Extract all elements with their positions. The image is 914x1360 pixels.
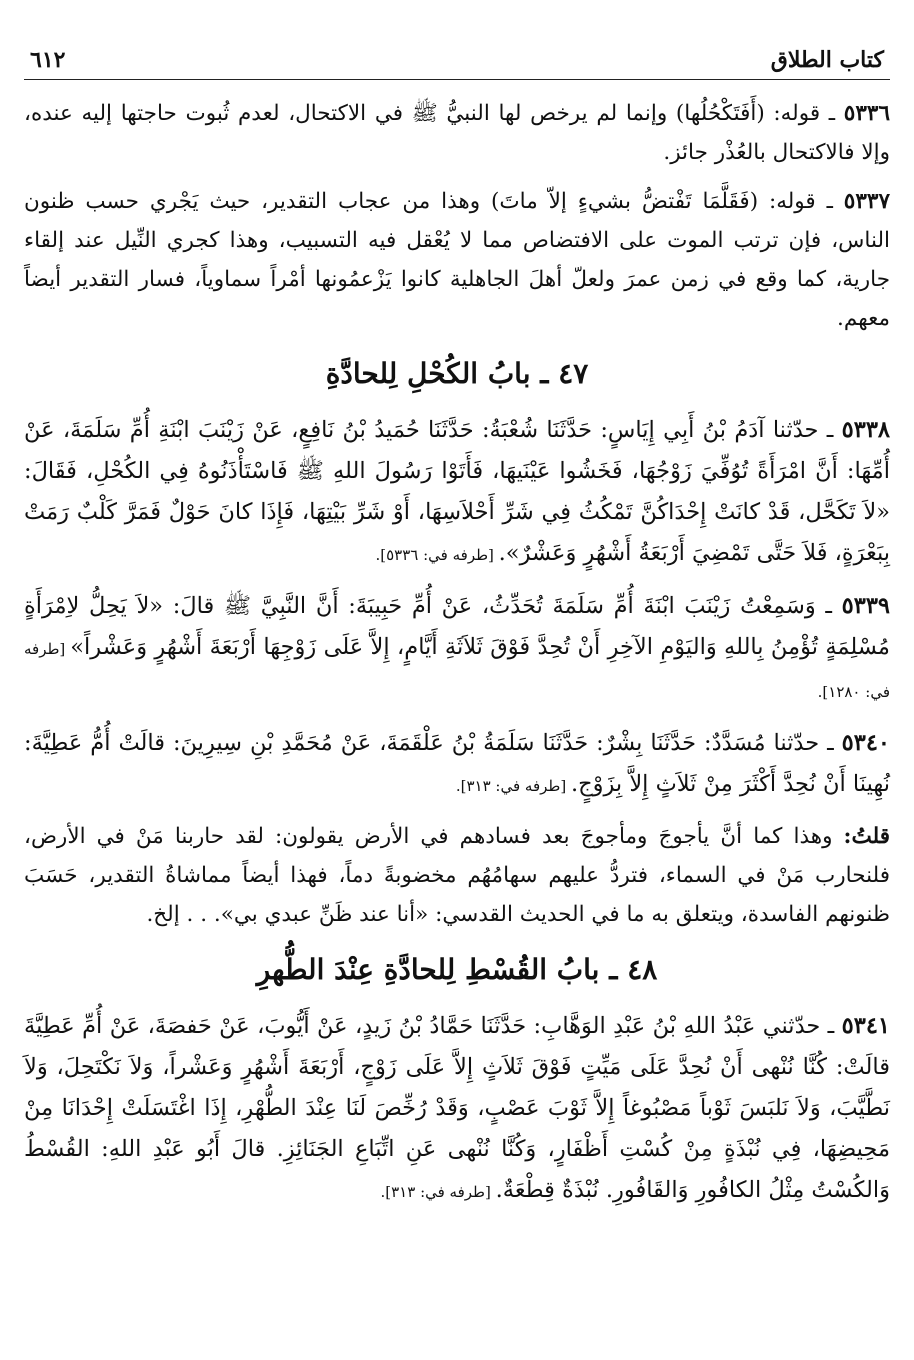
hadith-number: ٥٣٣٨ bbox=[841, 417, 890, 443]
book-page bbox=[24, 18, 890, 1350]
hadith-5340 bbox=[24, 723, 890, 807]
paragraph-number: ٥٣٣٦ bbox=[843, 101, 890, 126]
page-content bbox=[24, 80, 890, 1213]
commentary-5336 bbox=[24, 94, 890, 172]
paragraph-text: وهذا كما أنَّ يأجوجَ ومأجوجَ بعد فسادهم في الأرض يقولون: لقد حاربنا مَنْ في الأرض، فلنحارب مَنْ في السماء، فتردُّ عليهم سهامُهُم مخضوبةً دماً، فهذا أيضاً مماشاةُ التقدير، حَسَبَ ظنونهم الفاسدة، ويتعلق به ما في الحديث القدسي: «أنا عند ظَنِّ عبدي بي». . . إلخ. bbox=[24, 824, 890, 927]
hadith-5341 bbox=[24, 1006, 890, 1213]
hadith-number: ٥٣٤١ bbox=[841, 1013, 890, 1039]
hadith-text: ـ حدّثنا مُسَدَّدٌ: حَدَّثَنَا بِشْرٌ: حَدَّثَنَا سَلَمَةُ بْنُ عَلْقَمَةَ، عَنْ مُحَمَّدِ بْنِ سِيرِينَ: قالَتْ أُمُّ عَطِيَّةَ: نُهِينَا أَنْ نُحِدَّ أَكْثَرَ مِنْ ثَلاَثٍ إِلاَّ بِزَوْجٍ. bbox=[24, 730, 890, 797]
cross-reference: [طرفه في: ٥٣٣٦]. bbox=[375, 546, 499, 564]
commentary-5337 bbox=[24, 182, 890, 338]
commentary-note bbox=[24, 817, 890, 934]
hadith-text: ـ وَسَمِعْتُ زَيْنَبَ ابْنَةَ أُمِّ سَلَمَةَ تُحَدِّثُ، عَنْ أُمِّ حَبِيبَةَ: أَنَّ النَّبِيَّ ﷺ قالَ: «لاَ يَحِلُّ لاِمْرَأَةٍ مُسْلِمَةٍ تُؤْمِنُ بِاللهِ وَاليَوْمِ الآخِرِ أَنْ تُحِدَّ فَوْقَ ثَلاَثَةِ أَيَّامٍ، إِلاَّ عَلَى زَوْجِهَا أَرْبَعَةَ أَشْهُرٍ وَعَشْراً» bbox=[24, 593, 890, 660]
chapter-heading-48: ٤٨ ـ بابُ القُسْطِ لِلحادَّةِ عِنْدَ الطُّهرِ bbox=[256, 953, 658, 986]
hadith-number: ٥٣٣٩ bbox=[841, 593, 890, 619]
hadith-text: ـ حدّثنا آدَمُ بْنُ أَبِي إِيَاسٍ: حَدَّثَنَا شُعْبَةُ: حَدَّثَنَا حُمَيدُ بْنُ نَافِعٍ، عَنْ زَيْنَبَ ابْنَةِ أُمِّ سَلَمَةَ، عَنْ أُمِّهَا: أَنَّ امْرَأَةً تُوُفِّيَ زَوْجُهَا، فَخَشُوا عَيْنَيهَا، فَأَتَوْا رَسُولَ اللهِ ﷺ فَاسْتَأْذَنُوهُ فِي الكُحْلِ، فَقَالَ: «لاَ تَكَحَّل، قَدْ كانَتْ إِحْدَاكُنَّ تَمْكُثُ فِي شَرِّ أَحْلاَسِهَا، أَوْ شَرِّ بَيْتِهَا، فَإِذَا كانَ حَوْلٌ فَمَرَّ كَلْبٌ رَمَتْ بِبَعْرَةٍ، فَلاَ حَتَّى تَمْضِيَ أَرْبَعَةُ أَشْهُرٍ وَعَشْرٌ». bbox=[24, 417, 890, 566]
paragraph-number: ٥٣٣٧ bbox=[843, 189, 890, 214]
hadith-5339 bbox=[24, 586, 890, 713]
note-label: قلتُ: bbox=[843, 824, 890, 849]
hadith-5338 bbox=[24, 410, 890, 576]
page-number: ٦١٢ bbox=[30, 47, 66, 73]
cross-reference: [طرفه في: ٣١٣]. bbox=[455, 777, 571, 795]
paragraph-text: ـ قوله: (أَفَتَكْحُلُها) وإنما لم يرخص لها النبيُّ ﷺ في الاكتحال، لعدم ثُبوت حاجتها إليه عنده، وإلا فالاكتحال بالعُذْر جائز. bbox=[24, 101, 890, 165]
running-header bbox=[24, 18, 890, 80]
hadith-text: ـ حدّثني عَبْدُ اللهِ بْنُ عَبْدِ الوَهَّابِ: حَدَّثَنَا حَمَّادُ بْنُ زَيدٍ، عَنْ أَيُّوبَ، عَنْ حَفصَةَ، عَنْ أُمِّ عَطِيَّةَ قالَتْ: كُنَّا نُنْهى أَنْ نُحِدَّ عَلَى مَيِّتٍ فَوْقَ ثَلاَثٍ إِلاَّ عَلَى زَوْجٍ، أَرْبَعَةَ أَشْهُرٍ وَعَشْراً، وَلاَ نَكْتَحِلَ، وَلاَ نَطَّيَّبَ، وَلاَ نَلبَسَ ثَوْباً مَصْبُوغاً إِلاَّ ثَوْبَ عَصْبٍ، وَقَدْ رُخِّصَ لَنَا عِنْدَ الطُّهْرِ، إِذَا اغْتَسَلَتْ إِحْدَانَا مِنْ مَحِيضِهَا، فِي نُبْذَةٍ مِنْ كُسْتِ أَظْفَارٍ، وَكُنَّا نُنْهى عَنِ اتِّبَاعِ الجَنَائِزِ. قالَ أَبُو عَبْدِ اللهِ: القُسْطُ وَالكُسْتُ مِثْلُ الكافُورِ وَالقَافُورِ. نُبْذَةٌ قِطْعَةٌ. bbox=[24, 1013, 890, 1203]
cross-reference: [طرفه في: ٣١٣]. bbox=[380, 1183, 496, 1201]
cross-reference: [طرفه في: ١٢٨٠]. bbox=[24, 640, 890, 701]
book-title: كتاب الطلاق bbox=[770, 47, 884, 73]
chapter-heading-47: ٤٧ ـ بابُ الكُحْلِ لِلحادَّةِ bbox=[325, 357, 589, 390]
paragraph-text: ـ قوله: (فَقَلَّمَا تَفْتضُّ بشيءٍ إلاّ ماتَ) وهذا من عجاب التقدير، حيث يَجْري حسب ظنون الناس، فإن ترتب الموت على الافتضاص مما لا يُعْقل فيه التسبيب، وهذا كجري النِّيل عند إلقاء جارية، كما وقع في زمن عمرَ ولعلّ أهلَ الجاهلية كانوا يَزْعمُونها أمْراً سماوياً، فسار التقدير أيضاً معهم. bbox=[24, 189, 890, 331]
hadith-number: ٥٣٤٠ bbox=[841, 730, 890, 756]
